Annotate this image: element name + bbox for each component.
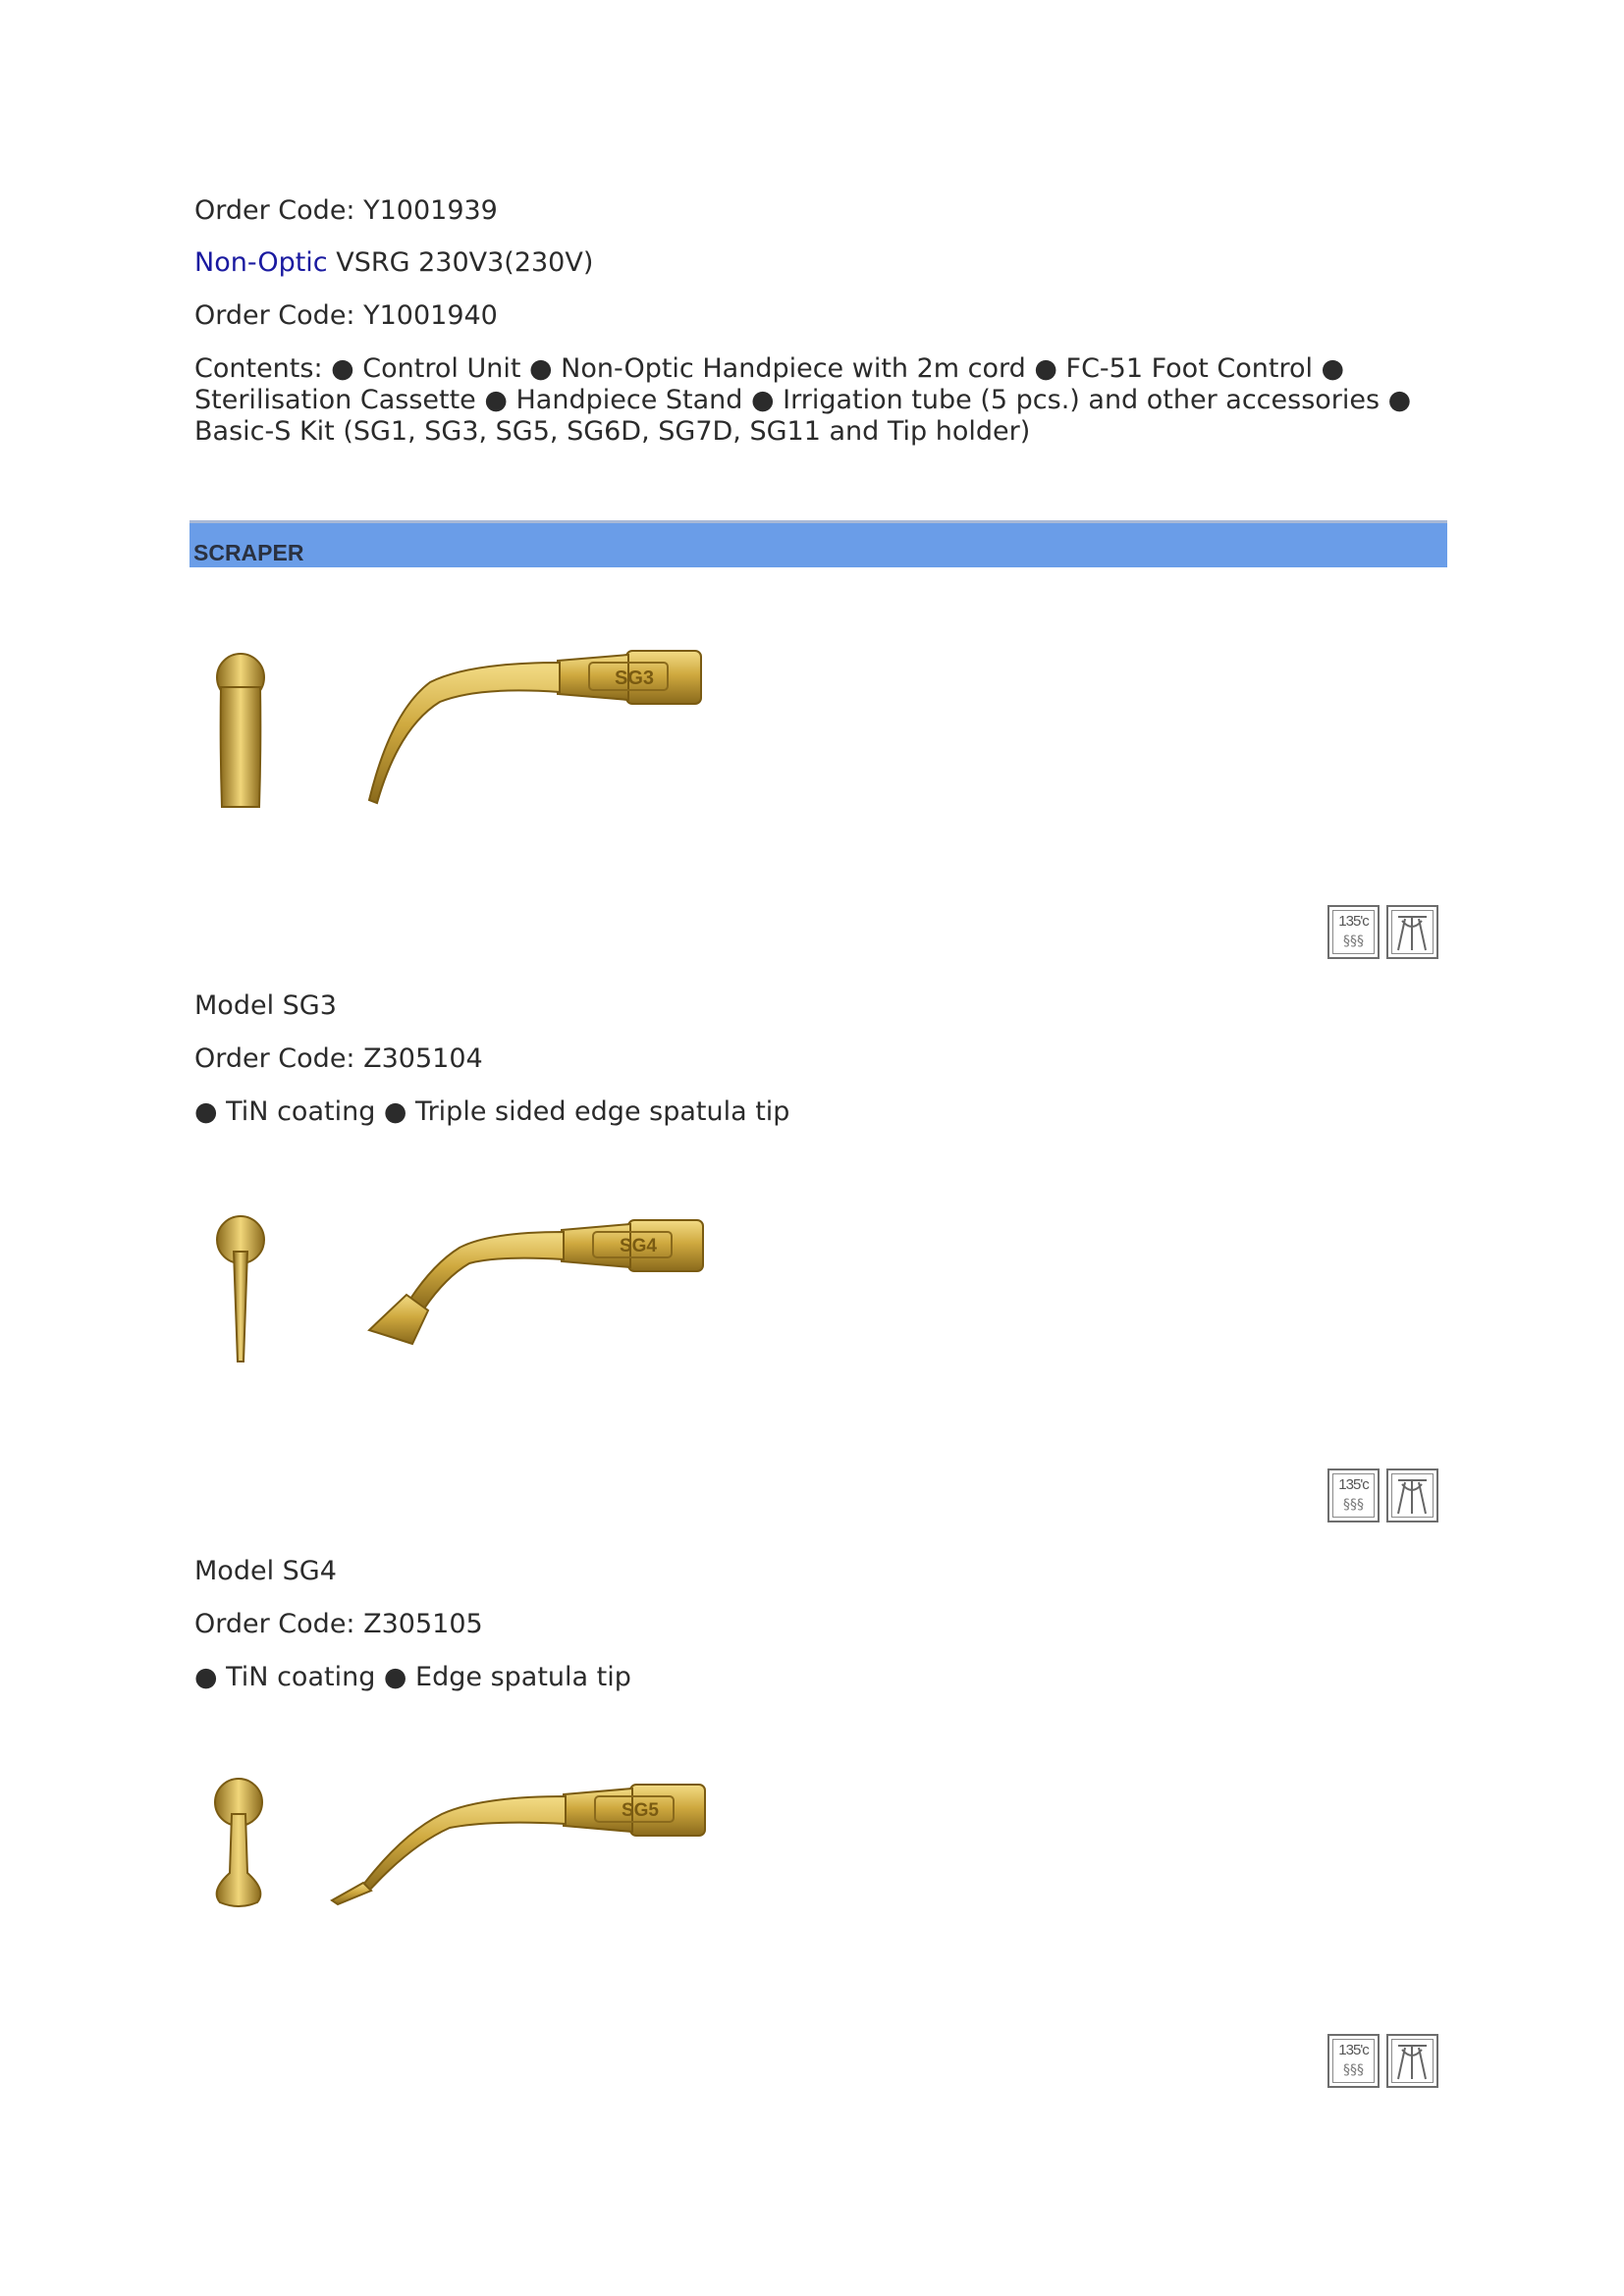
thermo-disinfector-icon	[1386, 905, 1438, 959]
section-header	[189, 520, 1447, 567]
sg5-front-view-image	[206, 1775, 275, 1912]
sg3-side-view-image	[361, 643, 715, 810]
order-code-2: Order Code: Y1001940	[194, 300, 498, 331]
sg3-order-code: Order Code: Z305104	[194, 1043, 483, 1074]
autoclave-135-icon: 135'c §§§	[1327, 2034, 1380, 2088]
contents-text: Contents: ● Control Unit ● Non-Optic Handpiece with 2m cord ● FC-51 Foot Control ● Sterilisation Cassette ● Handpiece Stand ● Irrigation tube (5 pcs.) and other accessories ● Basic-S Kit (SG1, SG3, SG5, SG6D, SG7D, SG11 and Tip holder)	[194, 353, 1412, 447]
sg4-badges	[1327, 1468, 1438, 1522]
sg5-badges	[1327, 2034, 1438, 2088]
sg4-side-view-image	[361, 1212, 715, 1360]
section-title: SCRAPER	[193, 540, 304, 565]
sg4-order-code: Order Code: Z305105	[194, 1609, 483, 1639]
variant-model: VSRG 230V3(230V)	[327, 247, 594, 278]
sg4-features: ● TiN coating ● Edge spatula tip	[194, 1662, 631, 1692]
thermo-disinfector-icon	[1386, 1468, 1438, 1522]
sg4-model: Model SG4	[194, 1556, 337, 1586]
sg4-front-view-image	[206, 1212, 275, 1369]
thermo-disinfector-icon	[1386, 2034, 1438, 2088]
sg3-front-view-image	[206, 648, 275, 815]
sg3-engraving: SG3	[614, 667, 655, 689]
sg4-engraving: SG4	[619, 1236, 658, 1256]
sg3-features: ● TiN coating ● Triple sided edge spatula tip	[194, 1096, 790, 1127]
order-code-1: Order Code: Y1001939	[194, 195, 498, 226]
sg5-engraving: SG5	[621, 1800, 660, 1821]
sg3-model: Model SG3	[194, 990, 337, 1021]
autoclave-135-icon: 135'c §§§	[1327, 1468, 1380, 1522]
variant-line	[194, 247, 593, 279]
sg3-badges	[1327, 905, 1438, 959]
non-optic-link[interactable]: Non-Optic	[194, 247, 328, 278]
sg5-side-view-image	[324, 1775, 717, 1912]
autoclave-135-icon: 135'c §§§	[1327, 905, 1380, 959]
